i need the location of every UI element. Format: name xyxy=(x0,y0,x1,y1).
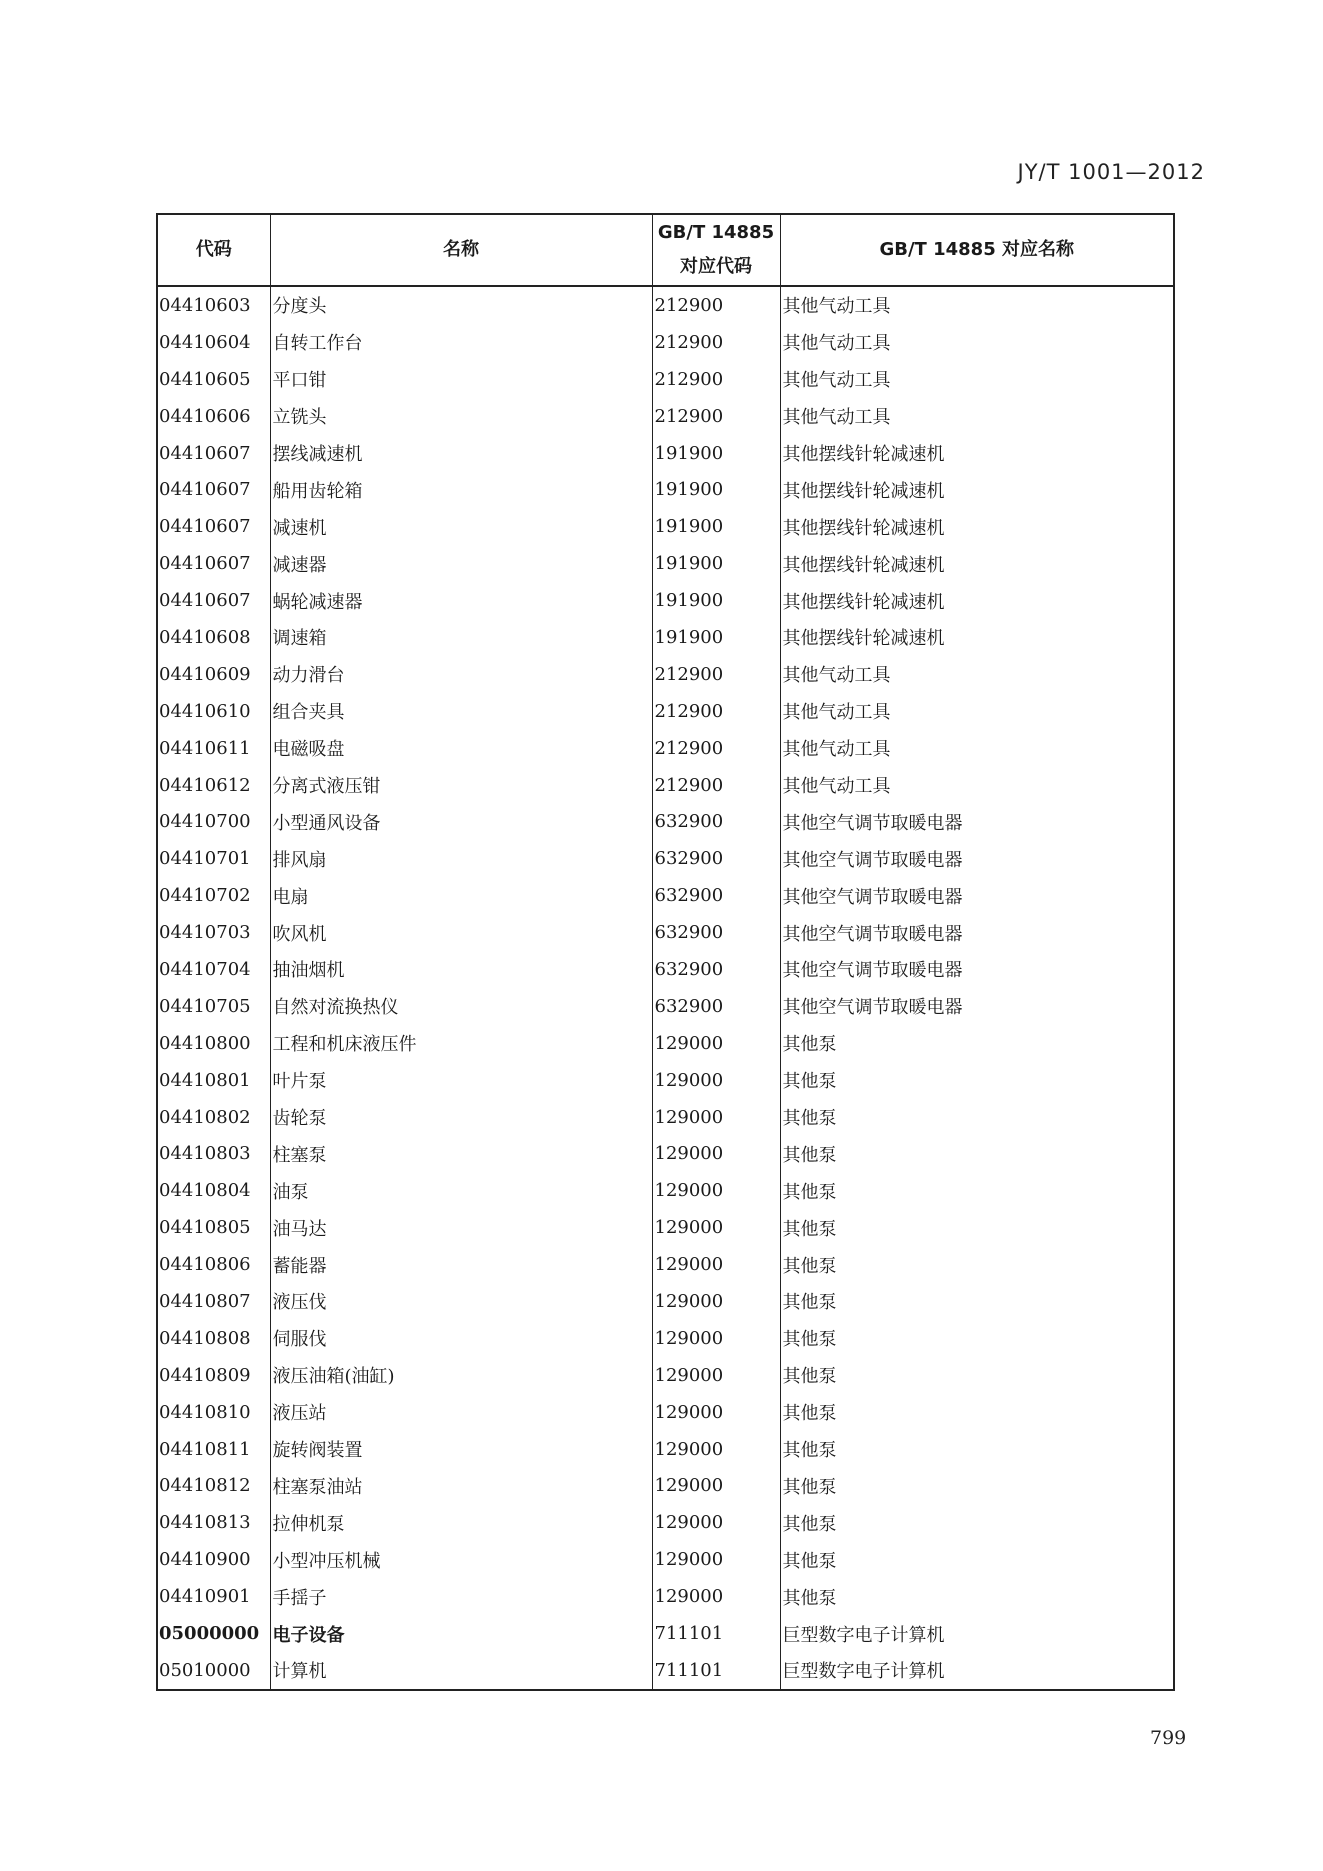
code-table xyxy=(156,213,1175,1691)
cell-gbt-code: 632900 xyxy=(652,988,780,1025)
cell-gbt-code: 191900 xyxy=(652,582,780,619)
cell-name: 组合夹具 xyxy=(270,693,652,730)
cell-gbt-code: 129000 xyxy=(652,1062,780,1099)
cell-name: 伺服伐 xyxy=(270,1320,652,1357)
cell-name: 油马达 xyxy=(270,1209,652,1246)
cell-name: 分度头 xyxy=(270,286,652,324)
table-row xyxy=(157,803,1174,840)
cell-gbt-code: 632900 xyxy=(652,877,780,914)
cell-name: 蓄能器 xyxy=(270,1246,652,1283)
cell-name: 自转工作台 xyxy=(270,324,652,361)
page-number: 799 xyxy=(1150,1727,1187,1749)
table-row xyxy=(157,286,1174,324)
cell-gbt-code: 212900 xyxy=(652,286,780,324)
cell-gbt-code: 129000 xyxy=(652,1025,780,1062)
table-row xyxy=(157,1652,1174,1690)
table-row xyxy=(157,951,1174,988)
header-gbt-code xyxy=(652,214,780,286)
cell-code: 04410606 xyxy=(157,398,270,435)
cell-gbt-code: 212900 xyxy=(652,767,780,804)
table-row xyxy=(157,767,1174,804)
cell-gbt-code: 212900 xyxy=(652,656,780,693)
cell-gbt-name: 其他空气调节取暖电器 xyxy=(780,914,1174,951)
cell-gbt-code: 129000 xyxy=(652,1541,780,1578)
cell-name: 蜗轮减速器 xyxy=(270,582,652,619)
header-name: 名称 xyxy=(270,214,652,286)
cell-name: 旋转阀装置 xyxy=(270,1431,652,1468)
cell-gbt-name: 其他摆线针轮减速机 xyxy=(780,582,1174,619)
table-row xyxy=(157,693,1174,730)
cell-name: 计算机 xyxy=(270,1652,652,1690)
cell-gbt-code: 212900 xyxy=(652,324,780,361)
cell-code: 04410608 xyxy=(157,619,270,656)
cell-name: 自然对流换热仪 xyxy=(270,988,652,1025)
table-row xyxy=(157,1283,1174,1320)
cell-gbt-code: 711101 xyxy=(652,1615,780,1652)
cell-code: 04410607 xyxy=(157,545,270,582)
table-row xyxy=(157,545,1174,582)
cell-gbt-name: 其他空气调节取暖电器 xyxy=(780,840,1174,877)
cell-code: 04410607 xyxy=(157,508,270,545)
table-row xyxy=(157,988,1174,1025)
cell-code: 04410607 xyxy=(157,582,270,619)
cell-gbt-code: 129000 xyxy=(652,1394,780,1431)
cell-name: 叶片泵 xyxy=(270,1062,652,1099)
cell-gbt-code: 191900 xyxy=(652,508,780,545)
table-row xyxy=(157,435,1174,472)
table-header-row xyxy=(157,214,1174,286)
cell-gbt-code: 212900 xyxy=(652,398,780,435)
cell-gbt-name: 其他泵 xyxy=(780,1099,1174,1136)
cell-gbt-name: 其他泵 xyxy=(780,1578,1174,1615)
cell-gbt-code: 129000 xyxy=(652,1320,780,1357)
cell-gbt-name: 其他泵 xyxy=(780,1246,1174,1283)
cell-code: 04410612 xyxy=(157,767,270,804)
table-row xyxy=(157,1135,1174,1172)
cell-gbt-name: 其他泵 xyxy=(780,1025,1174,1062)
table-row xyxy=(157,840,1174,877)
cell-gbt-code: 129000 xyxy=(652,1431,780,1468)
table-row xyxy=(157,1062,1174,1099)
cell-code: 04410806 xyxy=(157,1246,270,1283)
cell-name: 立铣头 xyxy=(270,398,652,435)
cell-code: 04410800 xyxy=(157,1025,270,1062)
header-gbt-code-line2: 对应代码 xyxy=(680,256,752,277)
cell-code: 04410808 xyxy=(157,1320,270,1357)
cell-name: 齿轮泵 xyxy=(270,1099,652,1136)
cell-gbt-code: 129000 xyxy=(652,1099,780,1136)
cell-name: 手揺子 xyxy=(270,1578,652,1615)
cell-gbt-code: 191900 xyxy=(652,435,780,472)
cell-gbt-name: 其他气动工具 xyxy=(780,286,1174,324)
cell-gbt-code: 129000 xyxy=(652,1283,780,1320)
cell-code: 04410703 xyxy=(157,914,270,951)
cell-gbt-name: 巨型数字电子计算机 xyxy=(780,1615,1174,1652)
table-row xyxy=(157,582,1174,619)
cell-name: 吹风机 xyxy=(270,914,652,951)
cell-name: 排风扇 xyxy=(270,840,652,877)
cell-gbt-code: 129000 xyxy=(652,1357,780,1394)
table-row xyxy=(157,324,1174,361)
cell-code: 04410813 xyxy=(157,1504,270,1541)
table-row xyxy=(157,398,1174,435)
table-row xyxy=(157,1394,1174,1431)
cell-gbt-name: 其他泵 xyxy=(780,1504,1174,1541)
cell-gbt-name: 其他泵 xyxy=(780,1209,1174,1246)
cell-gbt-code: 129000 xyxy=(652,1468,780,1505)
cell-gbt-name: 其他空气调节取暖电器 xyxy=(780,803,1174,840)
cell-gbt-code: 632900 xyxy=(652,840,780,877)
cell-name: 电磁吸盘 xyxy=(270,730,652,767)
table-row xyxy=(157,1504,1174,1541)
cell-name: 调速箱 xyxy=(270,619,652,656)
cell-gbt-code: 191900 xyxy=(652,471,780,508)
cell-gbt-code: 129000 xyxy=(652,1135,780,1172)
cell-name: 减速器 xyxy=(270,545,652,582)
cell-code: 04410609 xyxy=(157,656,270,693)
cell-gbt-name: 其他空气调节取暖电器 xyxy=(780,877,1174,914)
cell-gbt-code: 191900 xyxy=(652,619,780,656)
cell-code: 04410805 xyxy=(157,1209,270,1246)
cell-name: 电扇 xyxy=(270,877,652,914)
cell-code: 04410702 xyxy=(157,877,270,914)
cell-gbt-code: 711101 xyxy=(652,1652,780,1690)
cell-code: 04410801 xyxy=(157,1062,270,1099)
table-row xyxy=(157,1025,1174,1062)
table-body xyxy=(157,286,1174,1690)
table-row xyxy=(157,1172,1174,1209)
cell-name: 柱塞泵油站 xyxy=(270,1468,652,1505)
cell-gbt-name: 其他气动工具 xyxy=(780,730,1174,767)
cell-gbt-code: 212900 xyxy=(652,693,780,730)
cell-name: 减速机 xyxy=(270,508,652,545)
cell-code: 04410611 xyxy=(157,730,270,767)
cell-gbt-code: 632900 xyxy=(652,951,780,988)
header-gbt-code-line1: GB/T 14885 xyxy=(657,222,775,243)
cell-name: 液压站 xyxy=(270,1394,652,1431)
cell-code: 04410700 xyxy=(157,803,270,840)
cell-gbt-code: 191900 xyxy=(652,545,780,582)
cell-gbt-code: 212900 xyxy=(652,730,780,767)
table-row xyxy=(157,619,1174,656)
cell-gbt-code: 129000 xyxy=(652,1246,780,1283)
cell-code: 04410810 xyxy=(157,1394,270,1431)
table-row xyxy=(157,1468,1174,1505)
table-row xyxy=(157,508,1174,545)
cell-gbt-name: 其他泵 xyxy=(780,1320,1174,1357)
cell-code: 04410605 xyxy=(157,361,270,398)
table-row xyxy=(157,361,1174,398)
cell-gbt-name: 巨型数字电子计算机 xyxy=(780,1652,1174,1690)
cell-code: 04410603 xyxy=(157,286,270,324)
cell-code: 04410705 xyxy=(157,988,270,1025)
table-row xyxy=(157,1209,1174,1246)
cell-gbt-code: 212900 xyxy=(652,361,780,398)
cell-gbt-name: 其他泵 xyxy=(780,1394,1174,1431)
cell-gbt-name: 其他泵 xyxy=(780,1541,1174,1578)
table-row xyxy=(157,1320,1174,1357)
cell-code: 04410812 xyxy=(157,1468,270,1505)
cell-code: 05010000 xyxy=(157,1652,270,1690)
cell-code: 04410704 xyxy=(157,951,270,988)
cell-name: 船用齿轮箱 xyxy=(270,471,652,508)
table-row xyxy=(157,877,1174,914)
cell-gbt-name: 其他摆线针轮减速机 xyxy=(780,471,1174,508)
cell-gbt-code: 129000 xyxy=(652,1504,780,1541)
header-gbt-name: GB/T 14885 对应名称 xyxy=(780,214,1174,286)
cell-name: 平口钳 xyxy=(270,361,652,398)
cell-code: 04410701 xyxy=(157,840,270,877)
cell-name: 动力滑台 xyxy=(270,656,652,693)
cell-gbt-name: 其他气动工具 xyxy=(780,398,1174,435)
cell-name: 摆线减速机 xyxy=(270,435,652,472)
standard-code: JY/T 1001—2012 xyxy=(1017,160,1205,184)
cell-gbt-code: 129000 xyxy=(652,1578,780,1615)
cell-code: 04410804 xyxy=(157,1172,270,1209)
cell-code: 04410610 xyxy=(157,693,270,730)
table-row xyxy=(157,1246,1174,1283)
header-code: 代码 xyxy=(157,214,270,286)
cell-code: 04410803 xyxy=(157,1135,270,1172)
cell-name: 液压伐 xyxy=(270,1283,652,1320)
cell-name: 小型通风设备 xyxy=(270,803,652,840)
cell-name: 工程和机床液压件 xyxy=(270,1025,652,1062)
table-row xyxy=(157,1099,1174,1136)
cell-gbt-name: 其他泵 xyxy=(780,1283,1174,1320)
cell-gbt-name: 其他摆线针轮减速机 xyxy=(780,508,1174,545)
cell-name: 拉伸机泵 xyxy=(270,1504,652,1541)
cell-name: 液压油箱(油缸) xyxy=(270,1357,652,1394)
cell-gbt-code: 129000 xyxy=(652,1209,780,1246)
cell-gbt-name: 其他摆线针轮减速机 xyxy=(780,619,1174,656)
cell-gbt-name: 其他摆线针轮减速机 xyxy=(780,545,1174,582)
cell-name: 油泵 xyxy=(270,1172,652,1209)
cell-gbt-name: 其他摆线针轮减速机 xyxy=(780,435,1174,472)
cell-code: 04410809 xyxy=(157,1357,270,1394)
cell-gbt-name: 其他泵 xyxy=(780,1172,1174,1209)
cell-gbt-name: 其他气动工具 xyxy=(780,693,1174,730)
cell-gbt-name: 其他气动工具 xyxy=(780,324,1174,361)
table-row xyxy=(157,471,1174,508)
cell-code: 04410900 xyxy=(157,1541,270,1578)
cell-gbt-name: 其他气动工具 xyxy=(780,767,1174,804)
table-row xyxy=(157,730,1174,767)
cell-gbt-name: 其他泵 xyxy=(780,1062,1174,1099)
cell-code: 05000000 xyxy=(157,1615,270,1652)
cell-gbt-name: 其他泵 xyxy=(780,1135,1174,1172)
cell-name: 小型冲压机械 xyxy=(270,1541,652,1578)
cell-gbt-code: 129000 xyxy=(652,1172,780,1209)
cell-code: 04410901 xyxy=(157,1578,270,1615)
cell-gbt-name: 其他气动工具 xyxy=(780,656,1174,693)
cell-code: 04410607 xyxy=(157,471,270,508)
cell-gbt-name: 其他空气调节取暖电器 xyxy=(780,988,1174,1025)
table-row xyxy=(157,1578,1174,1615)
cell-code: 04410604 xyxy=(157,324,270,361)
table-row xyxy=(157,1357,1174,1394)
cell-name: 抽油烟机 xyxy=(270,951,652,988)
table-row xyxy=(157,1541,1174,1578)
table-row xyxy=(157,656,1174,693)
table-row xyxy=(157,1431,1174,1468)
cell-gbt-code: 632900 xyxy=(652,803,780,840)
cell-name: 分离式液压钳 xyxy=(270,767,652,804)
cell-code: 04410811 xyxy=(157,1431,270,1468)
cell-gbt-name: 其他空气调节取暖电器 xyxy=(780,951,1174,988)
cell-code: 04410807 xyxy=(157,1283,270,1320)
cell-gbt-name: 其他气动工具 xyxy=(780,361,1174,398)
table-row xyxy=(157,914,1174,951)
cell-code: 04410607 xyxy=(157,435,270,472)
cell-gbt-name: 其他泵 xyxy=(780,1468,1174,1505)
cell-gbt-code: 632900 xyxy=(652,914,780,951)
table-row xyxy=(157,1615,1174,1652)
cell-gbt-name: 其他泵 xyxy=(780,1357,1174,1394)
cell-name: 柱塞泵 xyxy=(270,1135,652,1172)
cell-gbt-name: 其他泵 xyxy=(780,1431,1174,1468)
cell-code: 04410802 xyxy=(157,1099,270,1136)
cell-name: 电子设备 xyxy=(270,1615,652,1652)
